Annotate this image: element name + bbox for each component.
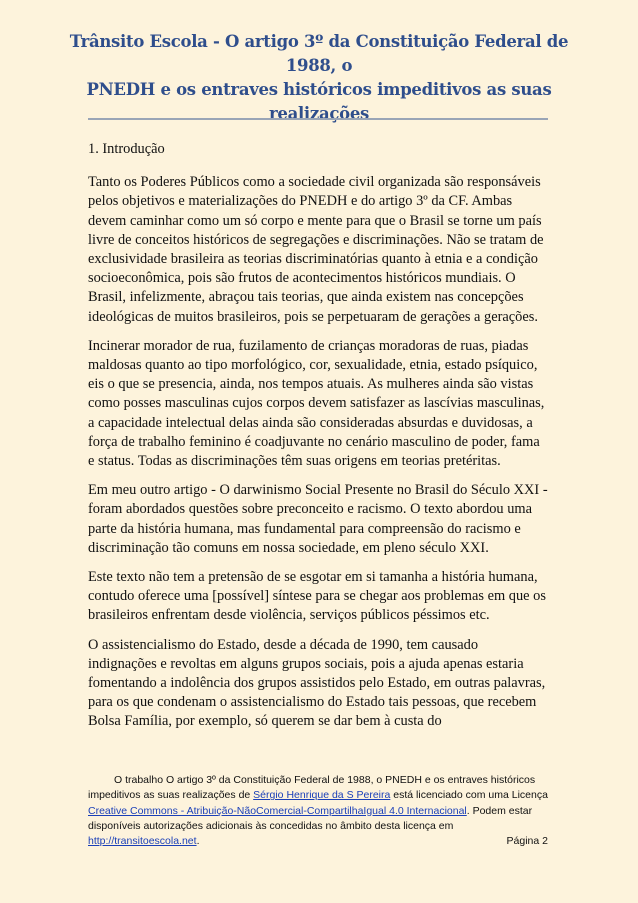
paragraph-1: Tanto os Poderes Públicos como a sociedade civil organizada são responsáveis pelos objetivos e materializações do PNEDH e do artigo 3º da CF. Ambas devem caminhar como um só corpo e mente para que o Brasil se torne um país livre de conceitos históricos de segregações e discriminações. Não se tratam de exclusividade brasileira as teorias discriminatórias quanto à etnia e a condição socioeconômica, pois são frutos de acontecimentos históricos mundiais. O Brasil, infelizmente, abraçou tais teorias, que ainda existem nas concepções ideológicas de muitos brasileiros, pois se perpetuaram de gerações a gerações.	[88, 174, 544, 325]
header-divider	[88, 118, 548, 120]
paragraph-5: O assistencialismo do Estado, desde a década de 1990, tem causado indignações e revoltas em alguns grupos sociais, pois a ajuda apenas estaria fomentando a indolência dos grupos assistidos pelo Estado, em outras palavras, para os que condenam o assistencialismo do Estado tais pessoas, que recebem Bolsa Família, por exemplo, só querem se dar bem à custa do	[88, 636, 546, 730]
footer-text-2: está licenciado com uma Licença	[390, 789, 548, 802]
section-heading: 1. Introdução	[88, 141, 165, 157]
paragraph-3: Em meu outro artigo - O darwinismo Social Presente no Brasil do Século XXI - foram abordados questões sobre preconceito e racismo. O texto abordou uma parte da história humana, mas fundamental para compreensão do racismo e discriminação tão comuns em nossa sociedade, em pleno século XXI.	[88, 482, 548, 556]
document-body	[88, 140, 548, 742]
page-number: Página 2	[506, 835, 548, 848]
header-title-line-1: Trânsito Escola - O artigo 3º da Constituição Federal de 1988, o	[69, 32, 569, 75]
author-link[interactable]: Sérgio Henrique da S Pereira	[253, 789, 391, 802]
paragraph-4: Este texto não tem a pretensão de se esgotar em si tamanha a história humana, contudo oferece uma [possível] síntese para se chegar aos problemas em que os brasileiros enfrentam desde violência, serviços públicos péssimos etc.	[88, 569, 546, 624]
footer-text-3: . Podem estar disponíveis autorizações adicionais às concedidas no âmbito desta licença em	[88, 804, 533, 832]
footer-text-1: O trabalho O artigo 3º da Constituição Federal de 1988, o PNEDH e os entraves históricos impeditivos as suas realizações de	[88, 774, 536, 802]
site-link[interactable]: http://transitoescola.net	[88, 835, 197, 848]
footer-text-4: .	[196, 835, 200, 848]
license-link[interactable]: Creative Commons - Atribuição-NãoComercial-CompartilhaIgual 4.0 Internacional	[88, 804, 467, 817]
header-title-line-2: PNEDH e os entraves históricos impeditivos as suas realizações	[86, 80, 552, 123]
paragraph-2: Incinerar morador de rua, fuzilamento de crianças moradoras de ruas, piadas maldosas quanto ao tipo morfológico, cor, sexualidade, etnia, estado psíquico, eis o que se presencia, ainda, nos tempos atuais. As mulheres ainda são vistas como posses masculinas cujos corpos devem satisfazer as lascívias masculinas, a capacidade intelectual delas ainda são consideradas absurdas e duvidosas, a força de trabalho feminino é coadjuvante no cenário masculino de poder, fama e status. Todas as discriminações têm suas origens em teorias pretéritas.	[88, 337, 545, 470]
license-footer	[88, 773, 548, 849]
document-header	[60, 30, 578, 126]
